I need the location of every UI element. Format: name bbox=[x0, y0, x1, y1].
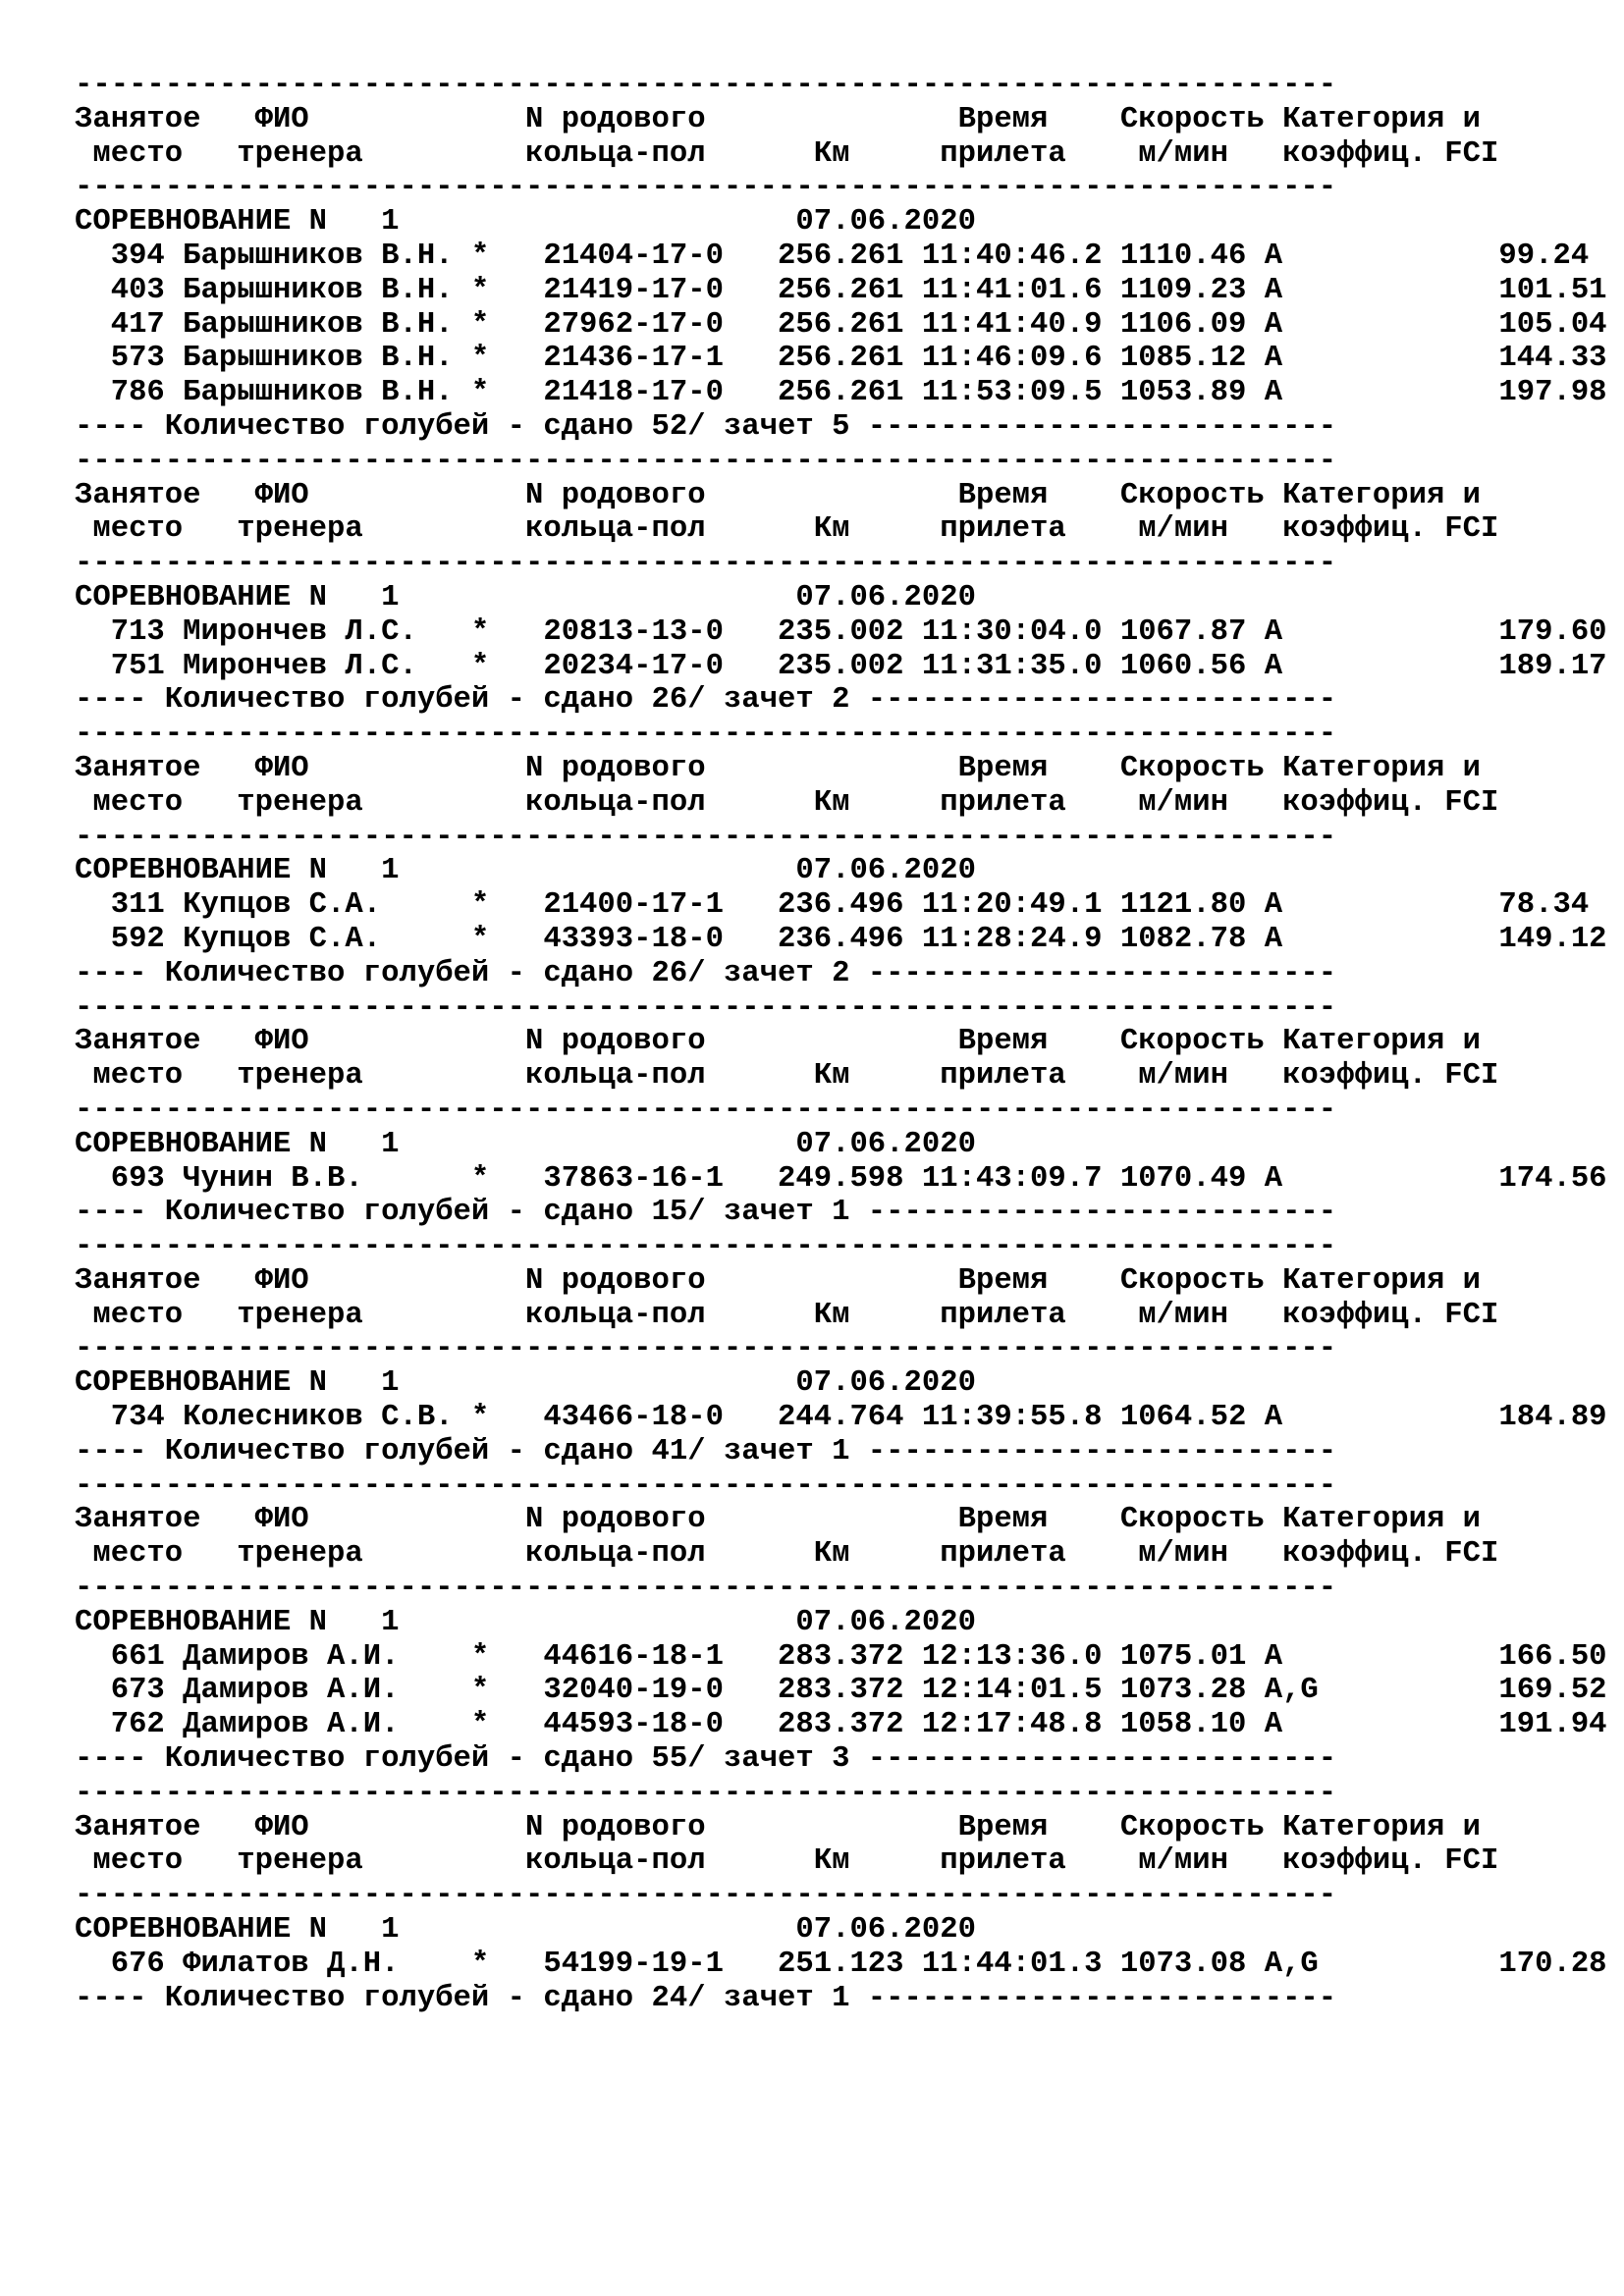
place-cell: 311 bbox=[110, 888, 165, 923]
km-cell: 283.372 bbox=[778, 1674, 904, 1708]
km-cell: 235.002 bbox=[778, 649, 904, 683]
place-cell: 762 bbox=[110, 1708, 165, 1742]
column-header-line-1 bbox=[75, 752, 1607, 786]
mark-cell: * bbox=[470, 649, 490, 683]
category-cell: A bbox=[1264, 376, 1283, 410]
arrival-time-cell: 12:14:01.5 bbox=[921, 1674, 1103, 1708]
competition-date: 07.06.2020 bbox=[795, 1913, 976, 1948]
speed-cell: 1067.87 bbox=[1119, 614, 1247, 649]
km-cell: 283.372 bbox=[778, 1708, 904, 1742]
summary-mid: / зачет bbox=[687, 1742, 833, 1777]
place-cell: 673 bbox=[110, 1674, 165, 1708]
km-cell: 256.261 bbox=[778, 342, 904, 376]
counted-count: 2 bbox=[832, 683, 850, 718]
rule-text: ---------------------------------------------------------------------- bbox=[75, 1332, 1337, 1366]
place-cell: 661 bbox=[110, 1639, 165, 1674]
speed-cell: 1053.89 bbox=[1119, 376, 1247, 410]
km-cell: 236.496 bbox=[778, 922, 904, 956]
rule-line bbox=[75, 547, 1607, 581]
submitted-count: 26 bbox=[651, 956, 688, 990]
result-row bbox=[75, 923, 1607, 957]
summary-mid: / зачет bbox=[687, 1196, 833, 1230]
competition-line bbox=[75, 1366, 1607, 1401]
category-cell: A bbox=[1264, 922, 1283, 956]
counted-count: 5 bbox=[832, 409, 850, 444]
competition-line bbox=[75, 1128, 1607, 1162]
fci-coefficient-cell: 105.04 bbox=[1498, 307, 1607, 342]
place-cell: 693 bbox=[110, 1161, 165, 1196]
speed-cell: 1064.52 bbox=[1119, 1401, 1247, 1435]
ring-cell: 54199-19-1 bbox=[543, 1947, 724, 1981]
competition-date: 07.06.2020 bbox=[795, 1366, 976, 1401]
competition-line bbox=[75, 854, 1607, 888]
ring-cell: 21404-17-0 bbox=[543, 239, 724, 273]
fci-coefficient-cell: 191.94 bbox=[1498, 1708, 1607, 1742]
fci-coefficient-cell: 174.56 bbox=[1498, 1161, 1607, 1196]
mark-cell: * bbox=[470, 376, 490, 410]
result-row bbox=[75, 650, 1607, 684]
submitted-count: 41 bbox=[651, 1434, 688, 1468]
rule-line bbox=[75, 1572, 1607, 1606]
trainer-name-cell: Барышников В.Н. bbox=[183, 239, 454, 273]
rule-line bbox=[75, 1230, 1607, 1264]
competition-label: СОРЕВНОВАНИЕ N 1 bbox=[75, 580, 400, 614]
rule-text: ---------------------------------------------------------------------- bbox=[75, 547, 1337, 581]
place-cell: 592 bbox=[110, 922, 165, 956]
summary-mid: / зачет bbox=[687, 409, 833, 444]
counted-count: 1 bbox=[832, 1196, 850, 1230]
rule-line bbox=[75, 445, 1607, 479]
summary-line: ---- Количество голубей - сдано 55/ зачет 3 -------------------------- bbox=[75, 1742, 1337, 1777]
mark-cell: * bbox=[470, 922, 490, 956]
category-cell: A bbox=[1264, 307, 1283, 342]
summary-prefix: ---- Количество голубей - сдано bbox=[75, 409, 652, 444]
result-row bbox=[75, 376, 1607, 410]
competition-date: 07.06.2020 bbox=[795, 580, 976, 614]
category-cell: A bbox=[1264, 888, 1283, 923]
summary-mid: / зачет bbox=[687, 1434, 833, 1468]
trainer-name-cell: Барышников В.Н. bbox=[183, 273, 454, 307]
km-cell: 256.261 bbox=[778, 376, 904, 410]
rule-line bbox=[75, 1777, 1607, 1811]
place-cell: 573 bbox=[110, 342, 165, 376]
summary-prefix: ---- Количество голубей - сдано bbox=[75, 1981, 652, 2015]
fci-coefficient-cell: 78.34 bbox=[1498, 888, 1590, 923]
mark-cell: * bbox=[470, 307, 490, 342]
trainer-name-cell: Купцов С.А. bbox=[183, 888, 382, 923]
km-cell: 256.261 bbox=[778, 239, 904, 273]
result-row bbox=[75, 1162, 1607, 1197]
result-row bbox=[75, 308, 1607, 343]
column-header-text: место тренера кольца-пол Км прилета м/мин коэффиц. FCI bbox=[75, 1844, 1499, 1879]
rule-text: ---------------------------------------------------------------------- bbox=[75, 1879, 1337, 1913]
column-header-line-2 bbox=[75, 1537, 1607, 1572]
category-cell: A bbox=[1264, 614, 1283, 649]
counted-count: 2 bbox=[832, 956, 850, 990]
category-cell: A bbox=[1264, 649, 1283, 683]
place-cell: 713 bbox=[110, 614, 165, 649]
column-header-line-2 bbox=[75, 1299, 1607, 1333]
column-header-line-1 bbox=[75, 103, 1607, 137]
ring-cell: 20234-17-0 bbox=[543, 649, 724, 683]
mark-cell: * bbox=[470, 614, 490, 649]
rule-line bbox=[75, 821, 1607, 855]
arrival-time-cell: 11:41:01.6 bbox=[921, 273, 1103, 307]
rule-text: ---------------------------------------------------------------------- bbox=[75, 444, 1337, 478]
result-row bbox=[75, 888, 1607, 923]
mark-cell: * bbox=[470, 1639, 490, 1674]
mark-cell: * bbox=[470, 1674, 490, 1708]
submitted-count: 52 bbox=[651, 409, 688, 444]
result-row bbox=[75, 342, 1607, 376]
arrival-time-cell: 11:30:04.0 bbox=[921, 614, 1103, 649]
summary-prefix: ---- Количество голубей - сдано bbox=[75, 956, 652, 990]
trainer-name-cell: Дамиров А.И. bbox=[183, 1639, 400, 1674]
result-row bbox=[75, 1948, 1607, 1982]
speed-cell: 1085.12 bbox=[1119, 342, 1247, 376]
trainer-name-cell: Колесников С.В. bbox=[183, 1401, 454, 1435]
fci-coefficient-cell: 179.60 bbox=[1498, 614, 1607, 649]
competition-date: 07.06.2020 bbox=[795, 854, 976, 888]
competition-date: 07.06.2020 bbox=[795, 1605, 976, 1639]
rule-text: ---------------------------------------------------------------------- bbox=[75, 718, 1337, 752]
competition-label: СОРЕВНОВАНИЕ N 1 bbox=[75, 1605, 400, 1639]
arrival-time-cell: 11:28:24.9 bbox=[921, 922, 1103, 956]
trainer-name-cell: Филатов Д.Н. bbox=[183, 1947, 400, 1981]
column-header-text: Занятое ФИО N родового Время Скорость Категория и bbox=[75, 478, 1482, 512]
competition-date: 07.06.2020 bbox=[795, 205, 976, 240]
category-cell: A bbox=[1264, 342, 1283, 376]
category-cell: A bbox=[1264, 1161, 1283, 1196]
fci-coefficient-cell: 101.51 bbox=[1498, 273, 1607, 307]
arrival-time-cell: 12:17:48.8 bbox=[921, 1708, 1103, 1742]
summary-line: ---- Количество голубей - сдано 52/ зачет 5 -------------------------- bbox=[75, 409, 1337, 444]
column-header-text: Занятое ФИО N родового Время Скорость Категория и bbox=[75, 1810, 1482, 1844]
trainer-name-cell: Дамиров А.И. bbox=[183, 1674, 400, 1708]
category-cell: A,G bbox=[1264, 1947, 1319, 1981]
rule-line bbox=[75, 718, 1607, 752]
place-cell: 734 bbox=[110, 1401, 165, 1435]
summary-line: ---- Количество голубей - сдано 26/ зачет 2 -------------------------- bbox=[75, 956, 1337, 990]
column-header-line-1 bbox=[75, 1503, 1607, 1537]
column-header-line-2 bbox=[75, 512, 1607, 547]
speed-cell: 1082.78 bbox=[1119, 922, 1247, 956]
rule-line bbox=[75, 171, 1607, 205]
place-cell: 786 bbox=[110, 376, 165, 410]
trainer-name-cell: Чунин В.В. bbox=[183, 1161, 363, 1196]
column-header-text: Занятое ФИО N родового Время Скорость Категория и bbox=[75, 1503, 1482, 1537]
category-cell: A bbox=[1264, 273, 1283, 307]
column-header-text: Занятое ФИО N родового Время Скорость Категория и bbox=[75, 751, 1482, 785]
rule-text: ---------------------------------------------------------------------- bbox=[75, 1572, 1337, 1606]
trainer-name-cell: Барышников В.Н. bbox=[183, 342, 454, 376]
column-header-text: место тренера кольца-пол Км прилета м/мин коэффиц. FCI bbox=[75, 785, 1499, 820]
km-cell: 244.764 bbox=[778, 1401, 904, 1435]
rule-text: ---------------------------------------------------------------------- bbox=[75, 1776, 1337, 1810]
speed-cell: 1073.08 bbox=[1119, 1947, 1247, 1981]
column-header-text: Занятое ФИО N родового Время Скорость Категория и bbox=[75, 1263, 1482, 1298]
summary-prefix: ---- Количество голубей - сдано bbox=[75, 683, 652, 718]
summary-mid: / зачет bbox=[687, 1981, 833, 2015]
mark-cell: * bbox=[470, 888, 490, 923]
summary-line: ---- Количество голубей - сдано 41/ зачет 1 -------------------------- bbox=[75, 1434, 1337, 1468]
column-header-line-2 bbox=[75, 786, 1607, 821]
competition-label: СОРЕВНОВАНИЕ N 1 bbox=[75, 1913, 400, 1948]
speed-cell: 1075.01 bbox=[1119, 1639, 1247, 1674]
column-header-text: место тренера кольца-пол Км прилета м/мин коэффиц. FCI bbox=[75, 1059, 1499, 1094]
km-cell: 236.496 bbox=[778, 888, 904, 923]
column-header-line-1 bbox=[75, 1811, 1607, 1845]
place-cell: 751 bbox=[110, 649, 165, 683]
competition-label: СОРЕВНОВАНИЕ N 1 bbox=[75, 205, 400, 240]
mark-cell: * bbox=[470, 1708, 490, 1742]
column-header-text: Занятое ФИО N родового Время Скорость Категория и bbox=[75, 1025, 1482, 1059]
column-header-line-2 bbox=[75, 1059, 1607, 1094]
category-cell: A bbox=[1264, 1708, 1283, 1742]
rule-line bbox=[75, 1094, 1607, 1128]
rule-text: ---------------------------------------------------------------------- bbox=[75, 1468, 1337, 1503]
ring-cell: 21419-17-0 bbox=[543, 273, 724, 307]
rule-line bbox=[75, 1879, 1607, 1913]
mark-cell: * bbox=[470, 1947, 490, 1981]
competition-line bbox=[75, 205, 1607, 240]
competition-line bbox=[75, 581, 1607, 615]
speed-cell: 1106.09 bbox=[1119, 307, 1247, 342]
trainer-name-cell: Дамиров А.И. bbox=[183, 1708, 400, 1742]
summary-line: ---- Количество голубей - сдано 26/ зачет 2 -------------------------- bbox=[75, 683, 1337, 718]
column-header-text: место тренера кольца-пол Км прилета м/мин коэффиц. FCI bbox=[75, 136, 1499, 171]
speed-cell: 1073.28 bbox=[1119, 1674, 1247, 1708]
fci-coefficient-cell: 166.50 bbox=[1498, 1639, 1607, 1674]
speed-cell: 1070.49 bbox=[1119, 1161, 1247, 1196]
ring-cell: 21436-17-1 bbox=[543, 342, 724, 376]
ring-cell: 44616-18-1 bbox=[543, 1639, 724, 1674]
counted-count: 3 bbox=[832, 1742, 850, 1777]
place-cell: 403 bbox=[110, 273, 165, 307]
arrival-time-cell: 11:46:09.6 bbox=[921, 342, 1103, 376]
arrival-time-cell: 11:40:46.2 bbox=[921, 239, 1103, 273]
fci-coefficient-cell: 99.24 bbox=[1498, 239, 1590, 273]
summary-prefix: ---- Количество голубей - сдано bbox=[75, 1196, 652, 1230]
rule-text: ---------------------------------------------------------------------- bbox=[75, 990, 1337, 1025]
rule-text: ---------------------------------------------------------------------- bbox=[75, 820, 1337, 854]
competition-date: 07.06.2020 bbox=[795, 1127, 976, 1161]
counted-count: 1 bbox=[832, 1981, 850, 2015]
speed-cell: 1058.10 bbox=[1119, 1708, 1247, 1742]
summary-line: ---- Количество голубей - сдано 24/ зачет 1 -------------------------- bbox=[75, 1981, 1337, 2015]
competition-line bbox=[75, 1606, 1607, 1640]
trainer-name-cell: Барышников В.Н. bbox=[183, 307, 454, 342]
competition-label: СОРЕВНОВАНИЕ N 1 bbox=[75, 854, 400, 888]
arrival-time-cell: 11:43:09.7 bbox=[921, 1161, 1103, 1196]
column-header-text: Занятое ФИО N родового Время Скорость Категория и bbox=[75, 102, 1482, 136]
category-cell: A bbox=[1264, 1639, 1283, 1674]
category-cell: A bbox=[1264, 239, 1283, 273]
results-printout bbox=[75, 69, 1607, 2015]
column-header-line-2 bbox=[75, 137, 1607, 172]
ring-cell: 37863-16-1 bbox=[543, 1161, 724, 1196]
summary-mid: / зачет bbox=[687, 956, 833, 990]
mark-cell: * bbox=[470, 273, 490, 307]
column-header-line-1 bbox=[75, 1025, 1607, 1059]
place-cell: 417 bbox=[110, 307, 165, 342]
result-row bbox=[75, 240, 1607, 274]
result-row bbox=[75, 615, 1607, 650]
submitted-count: 26 bbox=[651, 683, 688, 718]
arrival-time-cell: 11:31:35.0 bbox=[921, 649, 1103, 683]
column-header-line-2 bbox=[75, 1844, 1607, 1879]
trainer-name-cell: Мирончев Л.С. bbox=[183, 649, 417, 683]
rule-text: ---------------------------------------------------------------------- bbox=[75, 69, 1337, 102]
km-cell: 235.002 bbox=[778, 614, 904, 649]
rule-line bbox=[75, 1332, 1607, 1366]
result-row bbox=[75, 1640, 1607, 1675]
rule-text: ---------------------------------------------------------------------- bbox=[75, 1230, 1337, 1264]
speed-cell: 1109.23 bbox=[1119, 273, 1247, 307]
fci-coefficient-cell: 170.28 bbox=[1498, 1947, 1607, 1981]
mark-cell: * bbox=[470, 1161, 490, 1196]
summary-mid: / зачет bbox=[687, 683, 833, 718]
column-header-text: место тренера кольца-пол Км прилета м/мин коэффиц. FCI bbox=[75, 1298, 1499, 1332]
mark-cell: * bbox=[470, 1401, 490, 1435]
fci-coefficient-cell: 169.52 bbox=[1498, 1674, 1607, 1708]
mark-cell: * bbox=[470, 239, 490, 273]
summary-line: ---- Количество голубей - сдано 15/ зачет 1 -------------------------- bbox=[75, 1196, 1337, 1230]
competition-label: СОРЕВНОВАНИЕ N 1 bbox=[75, 1127, 400, 1161]
result-row bbox=[75, 1674, 1607, 1708]
summary-prefix: ---- Количество голубей - сдано bbox=[75, 1434, 652, 1468]
category-cell: A bbox=[1264, 1401, 1283, 1435]
trainer-name-cell: Мирончев Л.С. bbox=[183, 614, 417, 649]
mark-cell: * bbox=[470, 342, 490, 376]
rule-line bbox=[75, 69, 1607, 103]
km-cell: 256.261 bbox=[778, 273, 904, 307]
result-row bbox=[75, 1401, 1607, 1435]
trainer-name-cell: Купцов С.А. bbox=[183, 922, 382, 956]
fci-coefficient-cell: 197.98 bbox=[1498, 376, 1607, 410]
rule-line bbox=[75, 1469, 1607, 1504]
counted-count: 1 bbox=[832, 1434, 850, 1468]
fci-coefficient-cell: 184.89 bbox=[1498, 1401, 1607, 1435]
column-header-text: место тренера кольца-пол Км прилета м/мин коэффиц. FCI bbox=[75, 1537, 1499, 1572]
competition-line bbox=[75, 1913, 1607, 1948]
ring-cell: 44593-18-0 bbox=[543, 1708, 724, 1742]
ring-cell: 43466-18-0 bbox=[543, 1401, 724, 1435]
trainer-name-cell: Барышников В.Н. bbox=[183, 376, 454, 410]
summary-prefix: ---- Количество голубей - сдано bbox=[75, 1742, 652, 1777]
speed-cell: 1110.46 bbox=[1119, 239, 1247, 273]
result-row bbox=[75, 1708, 1607, 1742]
speed-cell: 1121.80 bbox=[1119, 888, 1247, 923]
place-cell: 676 bbox=[110, 1947, 165, 1981]
submitted-count: 24 bbox=[651, 1981, 688, 2015]
km-cell: 283.372 bbox=[778, 1639, 904, 1674]
column-header-line-1 bbox=[75, 479, 1607, 513]
ring-cell: 21400-17-1 bbox=[543, 888, 724, 923]
ring-cell: 43393-18-0 bbox=[543, 922, 724, 956]
km-cell: 256.261 bbox=[778, 307, 904, 342]
column-header-text: место тренера кольца-пол Км прилета м/мин коэффиц. FCI bbox=[75, 512, 1499, 547]
arrival-time-cell: 11:41:40.9 bbox=[921, 307, 1103, 342]
submitted-count: 55 bbox=[651, 1742, 688, 1777]
ring-cell: 32040-19-0 bbox=[543, 1674, 724, 1708]
fci-coefficient-cell: 189.17 bbox=[1498, 649, 1607, 683]
speed-cell: 1060.56 bbox=[1119, 649, 1247, 683]
km-cell: 249.598 bbox=[778, 1161, 904, 1196]
fci-coefficient-cell: 144.33 bbox=[1498, 342, 1607, 376]
km-cell: 251.123 bbox=[778, 1947, 904, 1981]
column-header-line-1 bbox=[75, 1264, 1607, 1299]
place-cell: 394 bbox=[110, 239, 165, 273]
rule-line bbox=[75, 991, 1607, 1026]
ring-cell: 27962-17-0 bbox=[543, 307, 724, 342]
submitted-count: 15 bbox=[651, 1196, 688, 1230]
arrival-time-cell: 11:44:01.3 bbox=[921, 1947, 1103, 1981]
ring-cell: 20813-13-0 bbox=[543, 614, 724, 649]
arrival-time-cell: 11:20:49.1 bbox=[921, 888, 1103, 923]
category-cell: A,G bbox=[1264, 1674, 1319, 1708]
arrival-time-cell: 11:53:09.5 bbox=[921, 376, 1103, 410]
arrival-time-cell: 11:39:55.8 bbox=[921, 1401, 1103, 1435]
competition-label: СОРЕВНОВАНИЕ N 1 bbox=[75, 1366, 400, 1401]
arrival-time-cell: 12:13:36.0 bbox=[921, 1639, 1103, 1674]
rule-text: ---------------------------------------------------------------------- bbox=[75, 171, 1337, 205]
fci-coefficient-cell: 149.12 bbox=[1498, 922, 1607, 956]
rule-text: ---------------------------------------------------------------------- bbox=[75, 1093, 1337, 1127]
ring-cell: 21418-17-0 bbox=[543, 376, 724, 410]
result-row bbox=[75, 274, 1607, 308]
